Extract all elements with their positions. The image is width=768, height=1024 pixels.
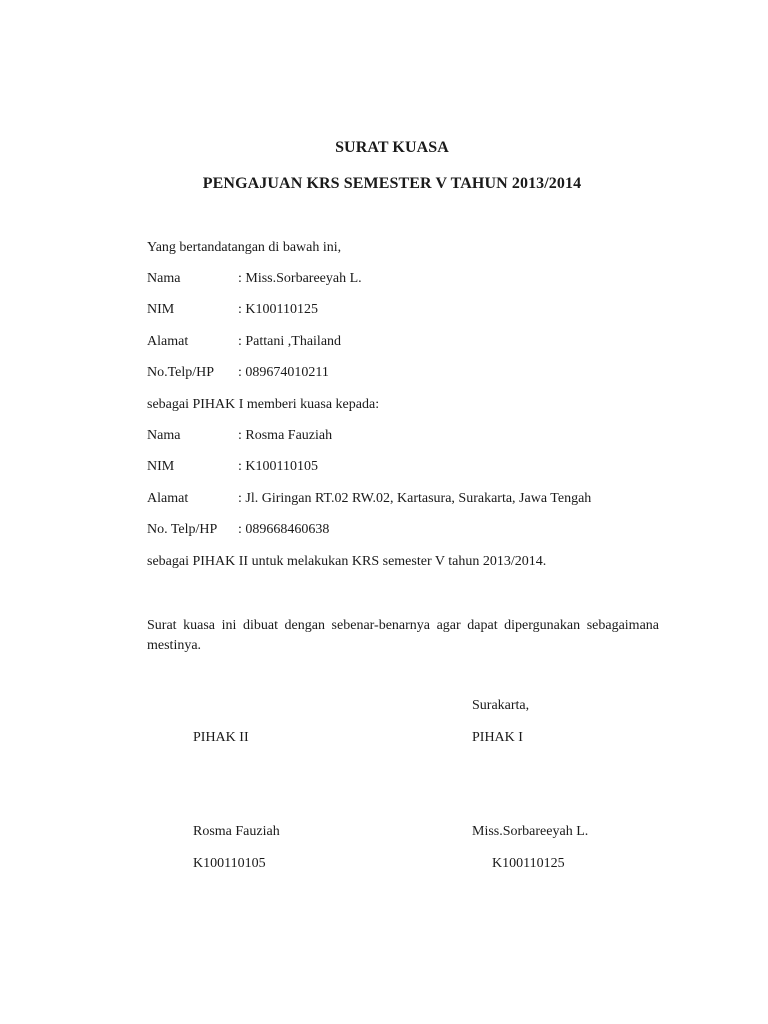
pihak1-name-label: Nama <box>147 271 181 286</box>
signature-place: Surakarta, <box>472 698 530 713</box>
pihak1-address-label: Alamat <box>147 334 189 349</box>
letter-title: SURAT KUASA <box>335 139 449 156</box>
pihak2-phone-value: : 089668460638 <box>238 522 330 537</box>
left-signer-nim: K100110105 <box>193 856 266 871</box>
right-signer-nim: K100110125 <box>492 856 565 871</box>
pihak2-address-value: : Jl. Giringan RT.02 RW.02, Kartasura, Surakarta, Jawa Tengah <box>238 491 592 506</box>
closing-paragraph: Surat kuasa ini dibuat dengan sebenar-benarnya agar dapat dipergunakan sebagaimana mestinya. <box>147 618 659 653</box>
intro-text: Yang bertandatangan di bawah ini, <box>147 240 342 255</box>
pihak2-name-value: : Rosma Fauziah <box>238 428 333 443</box>
letter-subtitle: PENGAJUAN KRS SEMESTER V TAHUN 2013/2014 <box>202 175 582 192</box>
pihak2-address-label: Alamat <box>147 491 189 506</box>
pihak1-phone-value: : 089674010211 <box>238 365 329 380</box>
right-signer-name: Miss.Sorbareeyah L. <box>472 824 589 839</box>
pihak1-phone-label: No.Telp/HP <box>147 365 215 380</box>
pihak2-nim-label: NIM <box>147 459 175 474</box>
right-role: PIHAK I <box>472 730 523 745</box>
pihak1-nim-value: : K100110125 <box>238 302 318 317</box>
pihak2-statement: sebagai PIHAK II untuk melakukan KRS semester V tahun 2013/2014. <box>147 554 547 569</box>
pihak1-nim-label: NIM <box>147 302 175 317</box>
pihak1-statement: sebagai PIHAK I memberi kuasa kepada: <box>147 397 380 412</box>
left-signer-name: Rosma Fauziah <box>193 824 280 839</box>
pihak1-address-value: : Pattani ,Thailand <box>238 334 342 349</box>
left-role: PIHAK II <box>193 730 249 745</box>
pihak2-nim-value: : K100110105 <box>238 459 318 474</box>
pihak2-name-label: Nama <box>147 428 181 443</box>
pihak2-phone-label: No. Telp/HP <box>147 522 218 537</box>
pihak1-name-value: : Miss.Sorbareeyah L. <box>238 271 362 286</box>
